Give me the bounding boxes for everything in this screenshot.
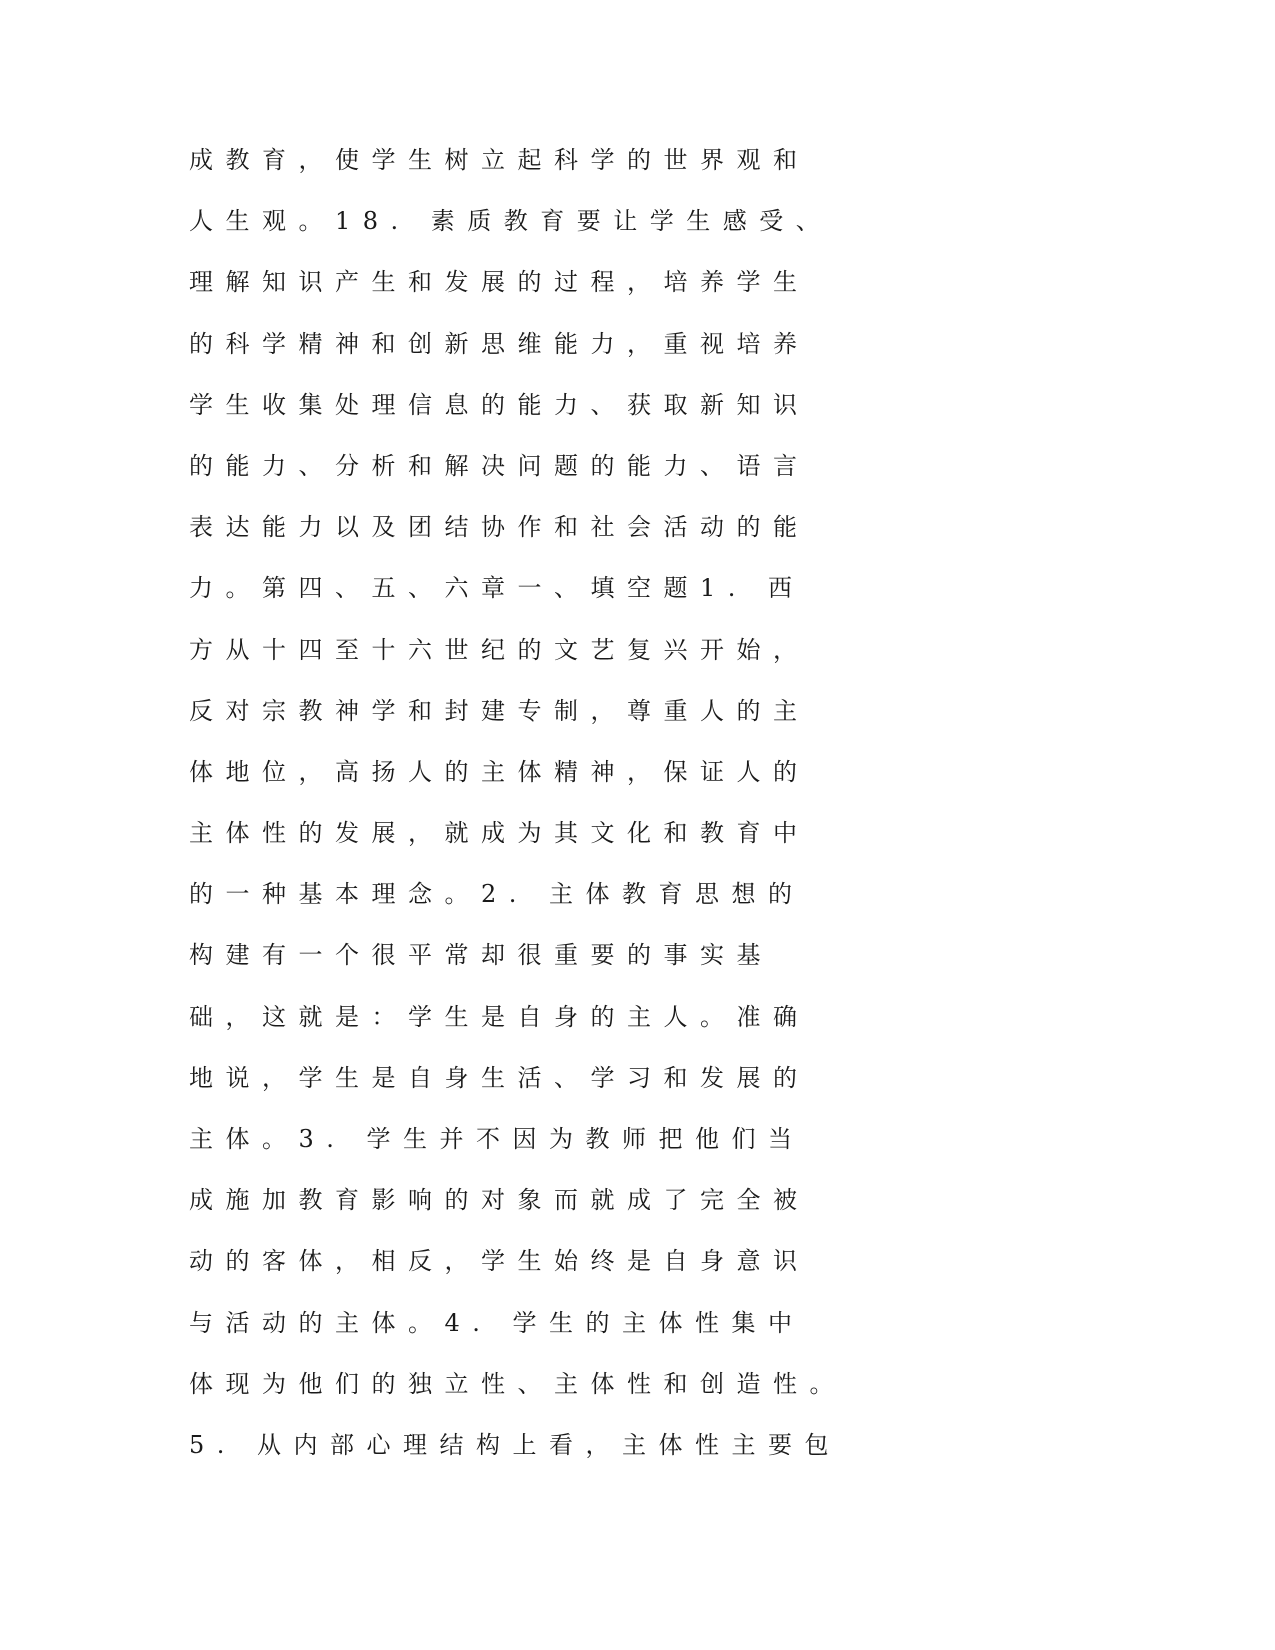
- text-line: 人生观。18. 素质教育要让学生感受、: [189, 207, 833, 236]
- text-line: 的能力、分析和解决问题的能力、语言: [189, 451, 810, 480]
- text-line: 体现为他们的独立性、主体性和创造性。: [189, 1369, 846, 1398]
- text-line: 成教育，使学生树立起科学的世界观和: [189, 146, 810, 174]
- text-line: 础，这就是：学生是自身的主人。准确: [189, 1002, 810, 1031]
- text-line: 主体性的发展，就成为其文化和教育中: [189, 819, 810, 848]
- text-line: 与活动的主体。4. 学生的主体性集中: [189, 1308, 805, 1337]
- text-line: 地说，学生是自身生活、学习和发展的: [189, 1063, 810, 1092]
- text-line: 的一种基本理念。2. 主体教育思想的: [189, 880, 805, 909]
- text-line: 学生收集处理信息的能力、获取新知识: [189, 390, 810, 419]
- text-line: 反对宗教神学和封建专制，尊重人的主: [189, 696, 810, 725]
- text-line: 5. 从内部心理结构上看，主体性主要包: [189, 1430, 842, 1459]
- text-line: 的科学精神和创新思维能力，重视培养: [189, 329, 810, 358]
- text-line: 构建有一个很平常却很重要的事实基: [189, 941, 773, 970]
- text-line: 动的客体，相反，学生始终是自身意识: [189, 1247, 810, 1276]
- text-line: 力。第四、五、六章一、填空题1. 西: [189, 574, 805, 603]
- text-line: 方从十四至十六世纪的文艺复兴开始，: [189, 635, 810, 664]
- body-text: [189, 142, 849, 1488]
- text-line: 表达能力以及团结协作和社会活动的能: [189, 513, 810, 542]
- text-line: 主体。3. 学生并不因为教师把他们当: [189, 1125, 805, 1153]
- text-line: 体地位，高扬人的主体精神，保证人的: [189, 757, 810, 786]
- text-line: 理解知识产生和发展的过程，培养学生: [189, 268, 810, 297]
- text-line: 成施加教育影响的对象而就成了完全被: [189, 1186, 810, 1215]
